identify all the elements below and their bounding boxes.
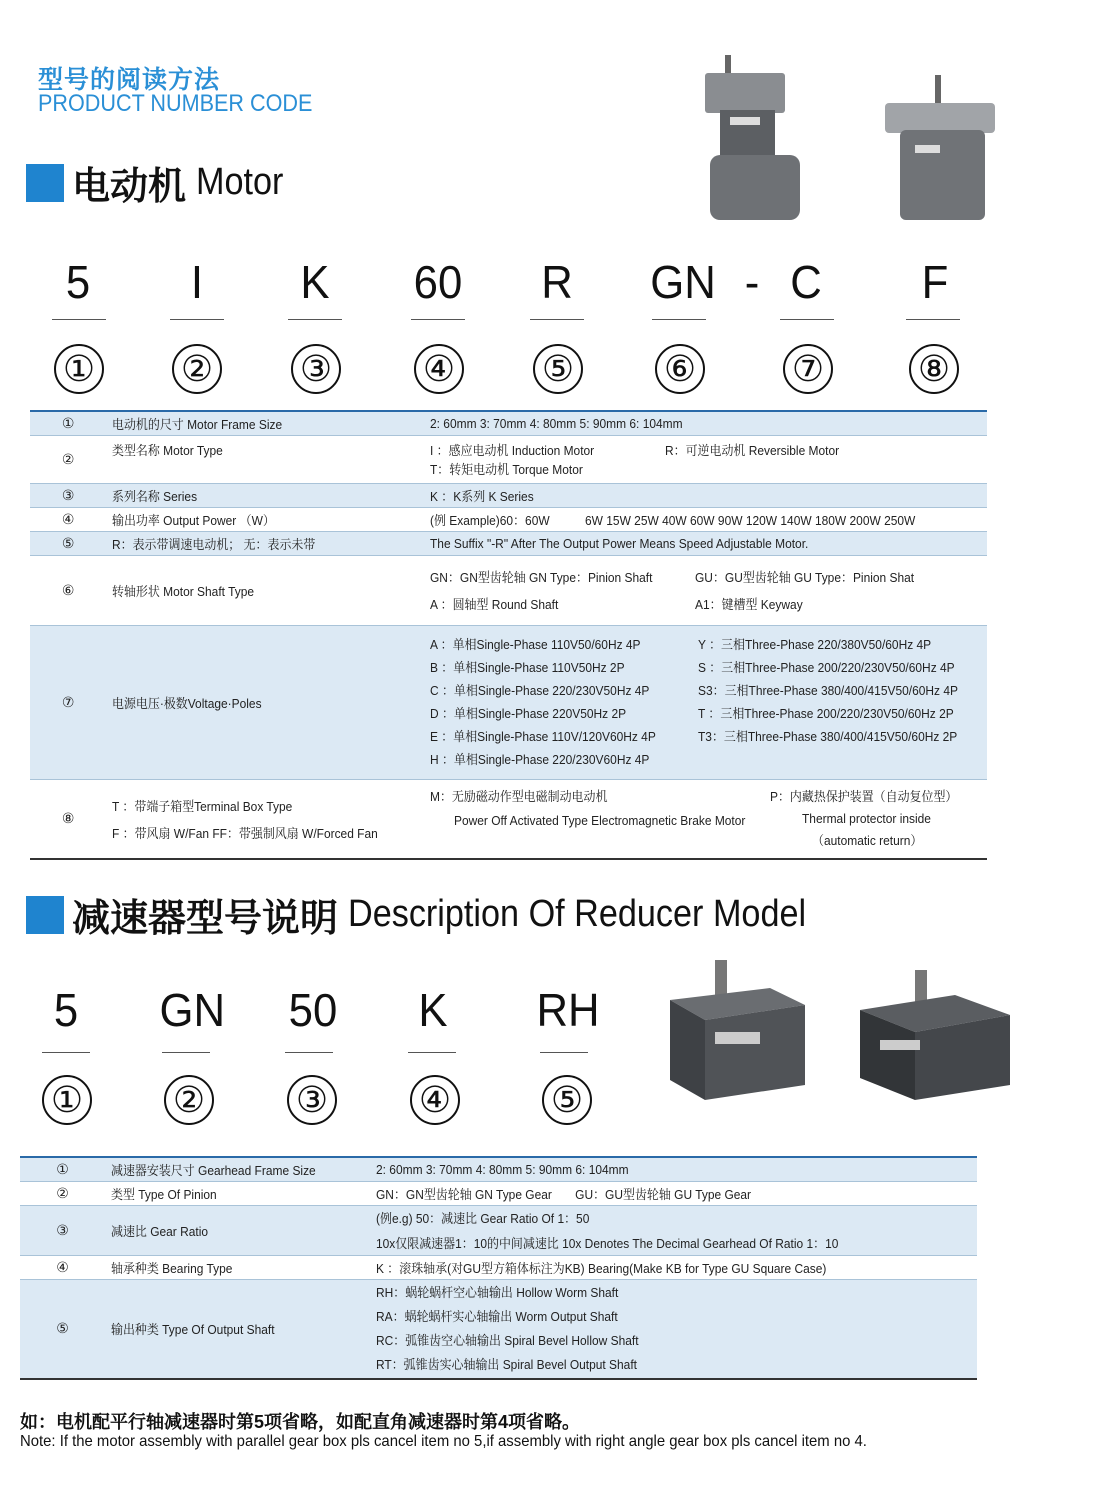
motor-code-8: F	[921, 256, 949, 308]
motor-code-6: GN	[650, 256, 716, 308]
reducer-code-line	[285, 1052, 333, 1053]
row-num: ⑤	[30, 531, 106, 555]
row-label: 减速器安装尺寸 Gearhead Frame Size	[105, 1157, 370, 1181]
row-label: 类型 Type Of Pinion	[105, 1181, 370, 1205]
row-value: I ：感应电动机 Induction Motor R：可逆电动机 Reversible Motor T：转矩电动机 Torque Motor	[424, 435, 987, 483]
motor-code-dash: -	[744, 256, 760, 308]
reducer-code-line	[162, 1052, 210, 1053]
table-row	[30, 779, 987, 859]
row-num: ①	[20, 1157, 105, 1181]
row-num: ⑤	[20, 1279, 105, 1379]
reducer-circle-3: ③	[287, 1075, 337, 1125]
motor-circle-4: ④	[414, 344, 464, 394]
row-label: 电源电压·极数Voltage·Poles	[106, 625, 424, 779]
motor-title-cn: 电动机	[72, 166, 187, 208]
row-value: GN：GN型齿轮轴 GN Type：Pinion Shaft GU：GU型齿轮轴 GU Type：Pinion Shat A ：圆轴型 Round Shaft A1：键槽型 Keyway	[424, 555, 987, 625]
motor-image-2	[880, 75, 1005, 225]
table-row	[30, 411, 987, 435]
row-label: 减速比 Gear Ratio	[105, 1205, 370, 1255]
row-label: 输出种类 Type Of Output Shaft	[105, 1279, 370, 1379]
title-square-icon	[26, 896, 64, 934]
row-value: K ：K系列 K Series	[424, 483, 987, 507]
motor-code-line	[530, 319, 584, 320]
reducer-code-line	[540, 1052, 588, 1053]
table-row	[30, 555, 987, 625]
motor-code-1: 5	[65, 256, 91, 308]
header-cn: 型号的阅读方法	[38, 66, 221, 94]
motor-code-2: I	[190, 256, 204, 308]
row-value: M：无励磁动作型电磁制动电动机 Power Off Activated Type Electromagnetic Brake Motor P：内藏热保护装置（自动复位型） Thermal protector inside （automatic return）	[424, 779, 987, 859]
motor-section-title	[26, 155, 293, 210]
row-value: 2: 60mm 3: 70mm 4: 80mm 5: 90mm 6: 104mm	[370, 1157, 977, 1181]
title-square-icon	[26, 164, 64, 202]
note-cn: 如：电机配平行轴减速器时第5项省略，如配直角减速器时第4项省略。	[20, 1412, 581, 1432]
motor-code-line	[170, 319, 224, 320]
motor-image-1	[690, 55, 820, 225]
row-label: 转轴形状 Motor Shaft Type	[106, 555, 424, 625]
table-row	[20, 1279, 977, 1379]
reducer-circle-5: ⑤	[542, 1075, 592, 1125]
row-num: ①	[30, 411, 106, 435]
row-label: 电动机的尺寸 Motor Frame Size	[106, 411, 424, 435]
reducer-code-2: GN	[159, 984, 226, 1036]
row-label: 输出功率 Output Power （W）	[106, 507, 424, 531]
row-value: The Suffix "-R" After The Output Power Means Speed Adjustable Motor.	[424, 531, 987, 555]
motor-circle-6: ⑥	[655, 344, 705, 394]
reducer-spec-table	[20, 1156, 977, 1380]
row-label: R：表示带调速电动机； 无：表示未带	[106, 531, 424, 555]
row-value: 2: 60mm 3: 70mm 4: 80mm 5: 90mm 6: 104mm	[424, 411, 987, 435]
motor-circle-3: ③	[291, 344, 341, 394]
table-row	[20, 1181, 977, 1205]
reducer-title-cn: 减速器型号说明	[72, 898, 339, 940]
motor-code-line	[411, 319, 465, 320]
reducer-image-2	[855, 970, 1015, 1110]
header-en: PRODUCT NUMBER CODE	[38, 90, 313, 117]
row-num: ⑦	[30, 625, 106, 779]
table-row	[30, 507, 987, 531]
motor-code-4: 60	[413, 256, 463, 308]
table-row	[20, 1157, 977, 1181]
motor-code-3: K	[300, 256, 330, 308]
row-num: ③	[20, 1205, 105, 1255]
row-value: (例 Example)60：60W 6W 15W 25W 40W 60W 90W 120W 140W 180W 200W 250W	[424, 507, 987, 531]
table-row	[30, 483, 987, 507]
motor-code-7: C	[790, 256, 822, 308]
row-value: RH：蜗轮蜗杆空心轴输出 Hollow Worm Shaft RA：蜗轮蜗杆实心轴输出 Worm Output Shaft RC：弧锥齿空心轴输出 Spiral Bevel Hollow Shaft RT：弧锥齿实心轴输出 Spiral Bevel Output Shaft	[370, 1279, 977, 1379]
table-row	[20, 1205, 977, 1255]
row-value: K ：滚珠轴承(对GU型方箱体标注为KB) Bearing(Make KB for Type GU Square Case)	[370, 1255, 977, 1279]
motor-circle-7: ⑦	[783, 344, 833, 394]
motor-code-line	[906, 319, 960, 320]
reducer-code-4: K	[418, 984, 448, 1036]
row-label: 轴承种类 Bearing Type	[105, 1255, 370, 1279]
motor-spec-table	[30, 410, 987, 860]
reducer-title-en: Description Of Reducer Model	[348, 893, 807, 935]
row-num: ⑥	[30, 555, 106, 625]
reducer-code-line	[42, 1052, 90, 1053]
row-num: ②	[30, 435, 106, 483]
table-row	[30, 435, 987, 483]
row-num: ④	[30, 507, 106, 531]
motor-code-line	[288, 319, 342, 320]
table-row	[30, 625, 987, 779]
row-label: 系列名称 Series	[106, 483, 424, 507]
row-value: (例e.g) 50：减速比 Gear Ratio Of 1：50 10x仅限减速器1：10的中间减速比 10x Denotes The Decimal Gearhead Of Ratio 1：10	[370, 1205, 977, 1255]
motor-circle-5: ⑤	[533, 344, 583, 394]
table-row	[30, 531, 987, 555]
note-en: Note: If the motor assembly with parallel gear box pls cancel item no 5,if assembly with right angle gear box pls cancel item no 4.	[20, 1433, 867, 1450]
reducer-code-3: 50	[288, 984, 338, 1036]
reducer-code-1: 5	[53, 984, 79, 1036]
row-label: 类型名称 Motor Type	[106, 435, 424, 483]
motor-circle-8: ⑧	[909, 344, 959, 394]
row-value: A ：单相Single-Phase 110V50/60Hz 4P B ：单相Single-Phase 110V50Hz 2P C ：单相Single-Phase 220/230V50Hz 4P D ：单相Single-Phase 220V50Hz 2P E ：单相Single-Phase 110V/120V60Hz 4P H ：单相Single-Phase 220/230V60Hz 4P Y ：三相Three-Phase 220/380V50/60Hz 4P S ：三相Three-Phase 200/220/230V50/60Hz 4P S3：三相Three-Phase 380/400/415V50/60Hz 4P T ：三相Three-Phase 200/220/230V50/60Hz 2P T3：三相Three-Phase 380/400/415V50/60Hz 2P	[424, 625, 987, 779]
reducer-circle-4: ④	[410, 1075, 460, 1125]
motor-code-line	[52, 319, 106, 320]
reducer-image-1	[660, 960, 810, 1110]
row-num: ③	[30, 483, 106, 507]
motor-code-line	[652, 319, 706, 320]
motor-code-5: R	[541, 256, 573, 308]
reducer-code-5: RH	[536, 984, 600, 1036]
reducer-circle-1: ①	[42, 1075, 92, 1125]
motor-circle-2: ②	[172, 344, 222, 394]
motor-code-line	[780, 319, 834, 320]
reducer-section-title	[26, 887, 857, 942]
row-num: ④	[20, 1255, 105, 1279]
reducer-code-line	[408, 1052, 456, 1053]
reducer-circle-2: ②	[164, 1075, 214, 1125]
motor-title-en: Motor	[196, 161, 284, 203]
row-label: T ：带端子箱型Terminal Box Type F ：带风扇 W/Fan FF：带强制风扇 W/Forced Fan	[106, 779, 424, 859]
motor-circle-1: ①	[54, 344, 104, 394]
row-value: GN：GN型齿轮轴 GN Type Gear GU：GU型齿轮轴 GU Type Gear	[370, 1181, 977, 1205]
table-row	[20, 1255, 977, 1279]
row-num: ⑧	[30, 779, 106, 859]
row-num: ②	[20, 1181, 105, 1205]
